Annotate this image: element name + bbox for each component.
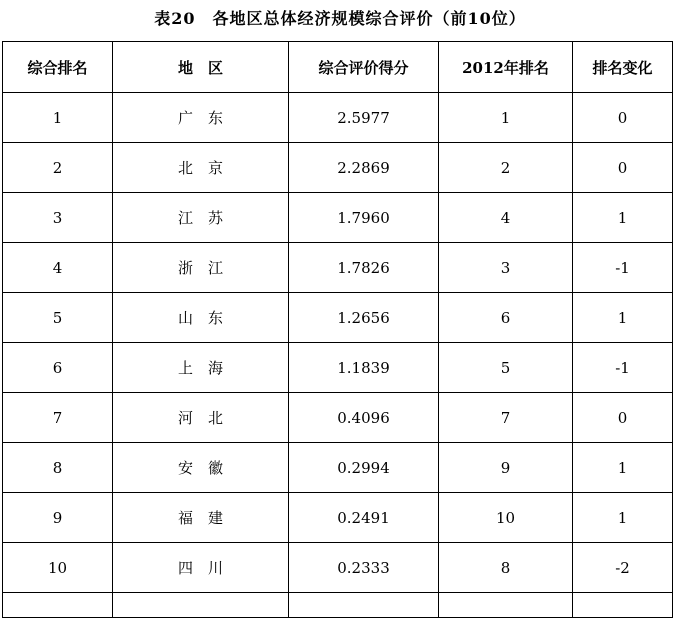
cell-overall-rank: 8 bbox=[3, 443, 113, 493]
cell-region: 四 川 bbox=[113, 543, 289, 593]
cell-overall-rank: 4 bbox=[3, 243, 113, 293]
header-region: 地 区 bbox=[113, 42, 289, 93]
cell-rank-change: 0 bbox=[573, 143, 673, 193]
table-row bbox=[3, 143, 673, 193]
header-rank-change: 排名变化 bbox=[573, 42, 673, 93]
cell-2012-rank: 9 bbox=[439, 443, 573, 493]
cell-score: 1.7960 bbox=[289, 193, 439, 243]
cell-2012-rank: 5 bbox=[439, 343, 573, 393]
cell-score: 1.2656 bbox=[289, 293, 439, 343]
cell-region: 安 徽 bbox=[113, 443, 289, 493]
cell-region: 江 苏 bbox=[113, 193, 289, 243]
ranking-table bbox=[2, 41, 673, 618]
cell-region: 北 京 bbox=[113, 143, 289, 193]
cell-2012-rank: 2 bbox=[439, 143, 573, 193]
cell-overall-rank: 7 bbox=[3, 393, 113, 443]
empty-cell bbox=[573, 593, 673, 618]
cell-rank-change: -2 bbox=[573, 543, 673, 593]
cell-2012-rank: 6 bbox=[439, 293, 573, 343]
cell-rank-change: 1 bbox=[573, 293, 673, 343]
cell-2012-rank: 10 bbox=[439, 493, 573, 543]
header-row bbox=[3, 42, 673, 93]
cell-region: 浙 江 bbox=[113, 243, 289, 293]
cell-overall-rank: 5 bbox=[3, 293, 113, 343]
table-row bbox=[3, 543, 673, 593]
cell-overall-rank: 10 bbox=[3, 543, 113, 593]
table-row bbox=[3, 243, 673, 293]
cell-score: 0.2994 bbox=[289, 443, 439, 493]
cell-2012-rank: 1 bbox=[439, 93, 573, 143]
empty-cell bbox=[439, 593, 573, 618]
cell-score: 2.2869 bbox=[289, 143, 439, 193]
cell-rank-change: -1 bbox=[573, 343, 673, 393]
cell-rank-change: 1 bbox=[573, 193, 673, 243]
cell-2012-rank: 4 bbox=[439, 193, 573, 243]
cell-overall-rank: 1 bbox=[3, 93, 113, 143]
cell-region: 山 东 bbox=[113, 293, 289, 343]
table-row bbox=[3, 443, 673, 493]
cell-rank-change: -1 bbox=[573, 243, 673, 293]
table-row bbox=[3, 493, 673, 543]
header-score: 综合评价得分 bbox=[289, 42, 439, 93]
cell-overall-rank: 3 bbox=[3, 193, 113, 243]
cell-score: 1.7826 bbox=[289, 243, 439, 293]
cell-region: 河 北 bbox=[113, 393, 289, 443]
cell-2012-rank: 7 bbox=[439, 393, 573, 443]
cell-overall-rank: 2 bbox=[3, 143, 113, 193]
cell-score: 0.2333 bbox=[289, 543, 439, 593]
table-row bbox=[3, 93, 673, 143]
cell-region: 福 建 bbox=[113, 493, 289, 543]
cell-region: 广 东 bbox=[113, 93, 289, 143]
cell-rank-change: 0 bbox=[573, 93, 673, 143]
empty-cell bbox=[289, 593, 439, 618]
cell-2012-rank: 3 bbox=[439, 243, 573, 293]
cell-score: 2.5977 bbox=[289, 93, 439, 143]
cell-region: 上 海 bbox=[113, 343, 289, 393]
table-body bbox=[3, 93, 673, 618]
cell-overall-rank: 6 bbox=[3, 343, 113, 393]
table-row bbox=[3, 193, 673, 243]
empty-cell bbox=[3, 593, 113, 618]
empty-cell bbox=[113, 593, 289, 618]
cell-rank-change: 1 bbox=[573, 443, 673, 493]
table-row bbox=[3, 343, 673, 393]
cell-2012-rank: 8 bbox=[439, 543, 573, 593]
table-row bbox=[3, 293, 673, 343]
cell-score: 0.4096 bbox=[289, 393, 439, 443]
cell-rank-change: 0 bbox=[573, 393, 673, 443]
header-overall-rank: 综合排名 bbox=[3, 42, 113, 93]
cell-score: 1.1839 bbox=[289, 343, 439, 393]
header-2012-rank: 2012年排名 bbox=[439, 42, 573, 93]
table-row bbox=[3, 393, 673, 443]
table-title: 表20 各地区总体经济规模综合评价（前10位） bbox=[154, 9, 526, 28]
cell-rank-change: 1 bbox=[573, 493, 673, 543]
empty-row bbox=[3, 593, 673, 618]
cell-overall-rank: 9 bbox=[3, 493, 113, 543]
cell-score: 0.2491 bbox=[289, 493, 439, 543]
